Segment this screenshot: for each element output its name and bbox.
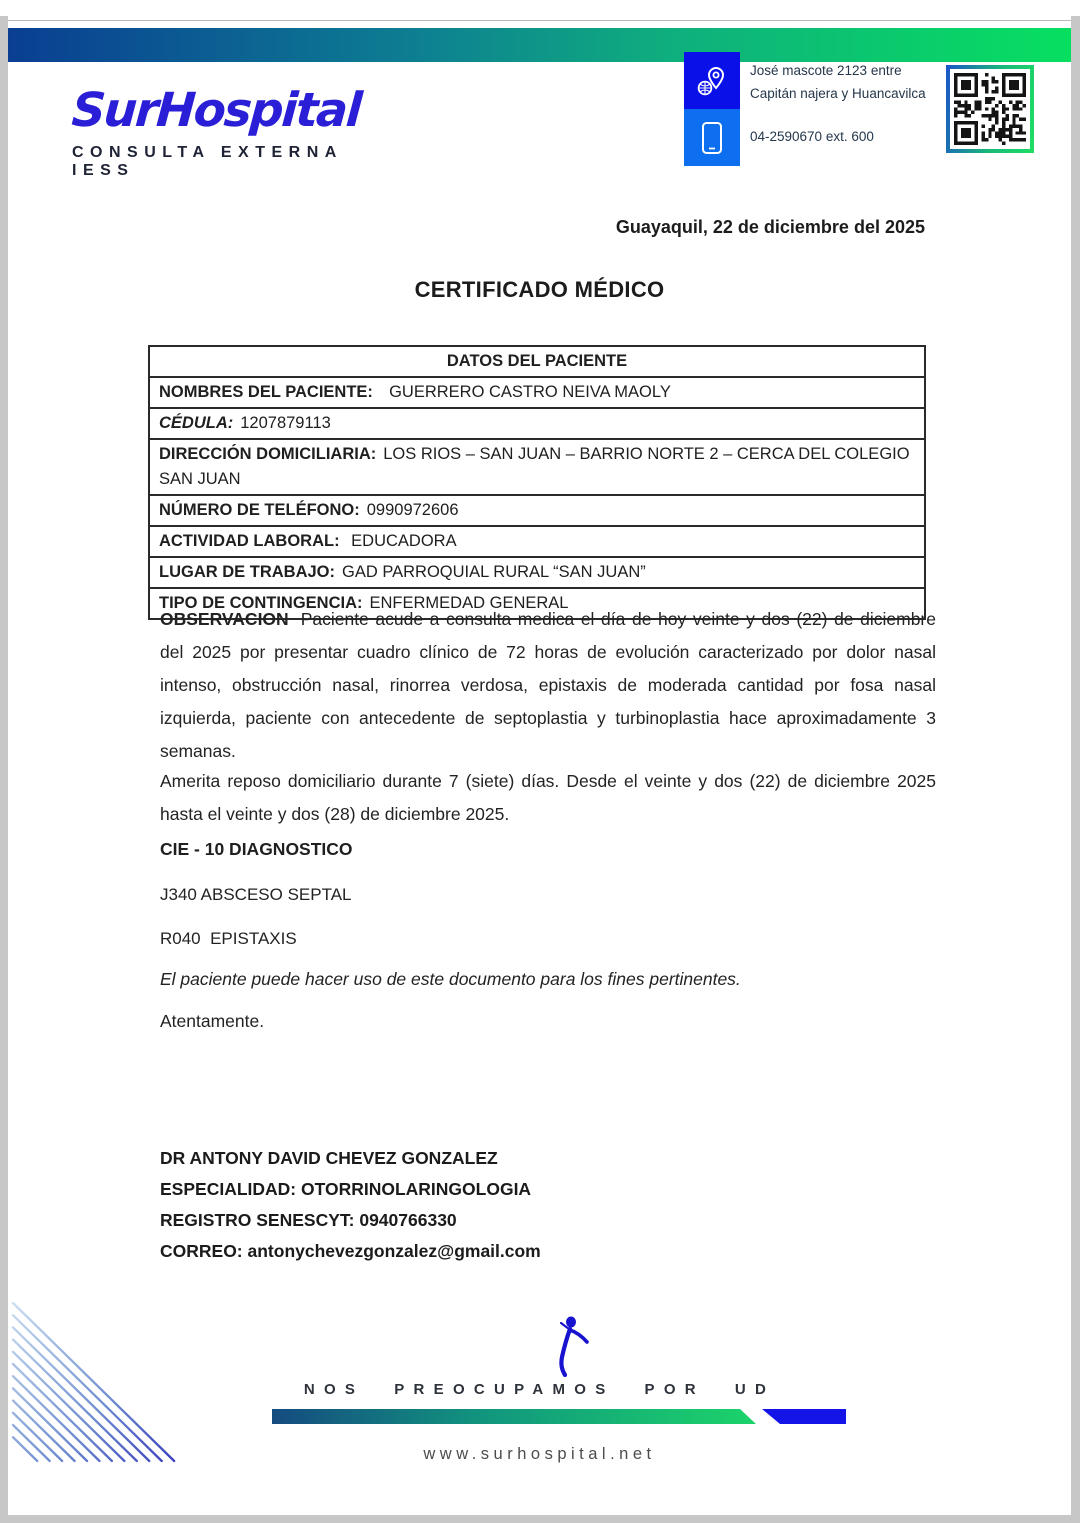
address-line-2: Capitán najera y Huancavilca	[750, 86, 926, 101]
table-row	[149, 377, 925, 408]
table-row	[149, 408, 925, 439]
doctor-specialty: ESPECIALIDAD: OTORRINOLARINGOLOGIA	[160, 1179, 532, 1199]
qr-code-image	[954, 73, 1026, 145]
table-row	[149, 557, 925, 588]
row-value: GUERRERO CASTRO NEIVA MAOLY	[379, 383, 671, 401]
row-label: LUGAR DE TRABAJO:	[159, 563, 335, 581]
footer-gradient-bar	[272, 1409, 756, 1424]
doctor-signature-block	[160, 1143, 541, 1267]
row-value: LOS RIOS – SAN JUAN – BARRIO NORTE 2 – CERCA DEL COLEGIO SAN JUAN	[159, 445, 915, 488]
footer-blue-bar	[762, 1409, 846, 1424]
diagnosis-line: J340 ABSCESO SEPTAL	[160, 885, 352, 904]
row-value: 1207879113	[240, 414, 331, 432]
doctor-registry: REGISTRO SENESCYT: 0940766330	[160, 1210, 457, 1230]
row-label: DIRECCIÓN DOMICILIARIA:	[159, 445, 377, 463]
row-value: ENFERMEDAD GENERAL	[369, 594, 569, 612]
smartphone-icon	[697, 120, 727, 156]
logo-subtitle: CONSULTA EXTERNA IESS	[72, 144, 343, 179]
row-label: ACTIVIDAD LABORAL:	[159, 532, 340, 550]
table-row	[149, 495, 925, 526]
footer-website: www.surhospital.net	[423, 1445, 656, 1463]
page-edge-bottom	[0, 1514, 1080, 1523]
footer-slogan: NOS PREOCUPAMOS POR UD	[303, 1381, 776, 1398]
phone-icon-tile	[684, 109, 740, 166]
observation-paragraph	[160, 603, 936, 768]
observation-label: OBSERVACION	[160, 609, 289, 629]
diagnosis-line: R040 EPISTAXIS	[160, 929, 297, 948]
page-title: CERTIFICADO MÉDICO	[414, 277, 665, 302]
location-icon-tile	[684, 52, 740, 109]
row-label: NOMBRES DEL PACIENTE:	[159, 383, 373, 401]
location-pin-icon	[695, 64, 729, 98]
hospital-address	[750, 59, 926, 105]
hospital-phone: 04-2590670 ext. 600	[750, 129, 874, 144]
table-header-row	[149, 346, 925, 377]
closing-note: El paciente puede hacer uso de este documento para los fines pertinentes.	[160, 969, 741, 989]
row-label: NÚMERO DE TELÉFONO:	[159, 501, 360, 519]
person-figure-icon	[548, 1315, 598, 1386]
qr-code	[946, 65, 1034, 153]
salutation: Atentamente.	[160, 1011, 265, 1031]
address-line-1: José mascote 2123 entre	[750, 63, 902, 78]
page-edge-right	[1071, 16, 1080, 1523]
table-row	[149, 526, 925, 557]
rest-prescription-paragraph: Amerita reposo domiciliario durante 7 (siete) días. Desde el veinte y dos (22) de diciembre 2025 hasta el veinte y dos (28) de diciembre 2025.	[160, 771, 936, 824]
row-value: 0990972606	[366, 501, 459, 519]
row-label: CÉDULA:	[159, 414, 234, 432]
top-gradient-bar	[8, 28, 1071, 62]
table-header-cell: DATOS DEL PACIENTE	[149, 346, 925, 377]
patient-data-table	[148, 345, 926, 620]
hospital-logo	[70, 83, 402, 180]
certificate-page	[8, 20, 1071, 1515]
date-line: Guayaquil, 22 de diciembre del 2025	[615, 217, 925, 237]
diagonal-lines-decoration	[8, 1297, 208, 1473]
table-row	[149, 439, 925, 495]
row-label: TIPO DE CONTINGENCIA:	[159, 594, 363, 612]
logo-wordmark: SurHospital	[70, 83, 363, 138]
diagnosis-heading: CIE - 10 DIAGNOSTICO	[160, 839, 353, 859]
doctor-email: CORREO: antonychevezgonzalez@gmail.com	[160, 1241, 541, 1261]
page-edge-left	[0, 16, 8, 1523]
row-value: EDUCADORA	[346, 532, 457, 550]
qr-code-inner	[950, 69, 1030, 149]
observation-text: Paciente acude a consulta medica el día de hoy veinte y dos (22) de diciembre del 2025 por presentar cuadro clínico de 72 horas de evolución caracterizado por dolor nasal intenso, obstrucción nasal, rinorrea verdosa, epistaxis de moderada cantidad por fosa nasal izquierda, paciente con antecedente de septoplastia y turbinoplastia hace aproximadamente 3 semanas.	[160, 609, 936, 761]
row-value: GAD PARROQUIAL RURAL “SAN JUAN”	[342, 563, 646, 581]
doctor-name: DR ANTONY DAVID CHEVEZ GONZALEZ	[160, 1148, 498, 1168]
